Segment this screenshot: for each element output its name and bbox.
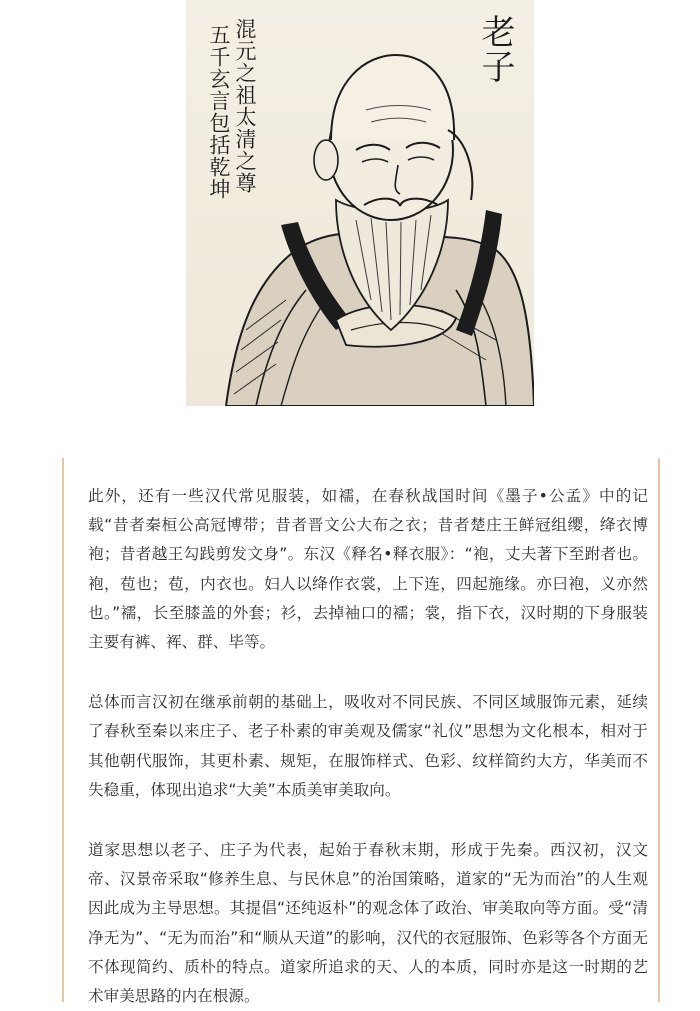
article-card — [62, 458, 660, 1006]
laozi-portrait — [186, 0, 534, 406]
article-body — [88, 482, 648, 1011]
card-left-border — [62, 458, 64, 1002]
article-paragraph: 总体而言汉初在继承前朝的基础上，吸收对不同民族、不同区域服饰元素，延续了春秋至秦以来庄子、老子朴素的审美观及儒家“礼仪”思想为文化根本，相对于其他朝代服饰，其更朴素、规矩，在服饰样式、色彩、纹样简约大方，华美而不失稳重，体现出追求“大美”本质美审美取向。 — [88, 693, 648, 799]
portrait-inscription-line2: 五千玄言包括乾坤 — [207, 24, 231, 200]
portrait-name-title: 老子 — [475, 14, 515, 84]
article-paragraph: 道家思想以老子、庄子为代表，起始于春秋末期，形成于先秦。西汉初，汉文帝、汉景帝采取“修养生息、与民休息”的治国策略，道家的“无为而治”的人生观因此成为主导思想。其提倡“还纯返朴”的观念体了政治、审美取向等方面。受“清净无为”、“无为而治”和“顺从天道”的影响，汉代的衣冠服饰、色彩等各个方面无不体现简约、质朴的特点。道家所追求的天、人的本质，同时亦是这一时期的艺术审美思路的内在根源。 — [88, 841, 648, 1006]
card-right-border — [658, 458, 660, 1002]
article-paragraph: 此外，还有一些汉代常见服装，如襦，在春秋战国时间《墨子•公孟》中的记载“昔者秦桓公高冠博带；昔者晋文公大布之衣；昔者楚庄王鲜冠组缨，绛衣博袍；昔者越王勾践剪发文身”。东汉《释名•释衣服》：“袍，丈夫著下至跗者也。袍，苞也；苞，内衣也。妇人以绛作衣裳，上下连，四起施缘。亦曰袍，义亦然也。”襦，长至膝盖的外套；衫，去掉袖口的襦；裳，指下衣，汉时期的下身服装主要有裤、裈、群、毕等。 — [88, 487, 648, 652]
portrait-inscription-line1: 混元之祖太清之尊 — [233, 18, 257, 194]
